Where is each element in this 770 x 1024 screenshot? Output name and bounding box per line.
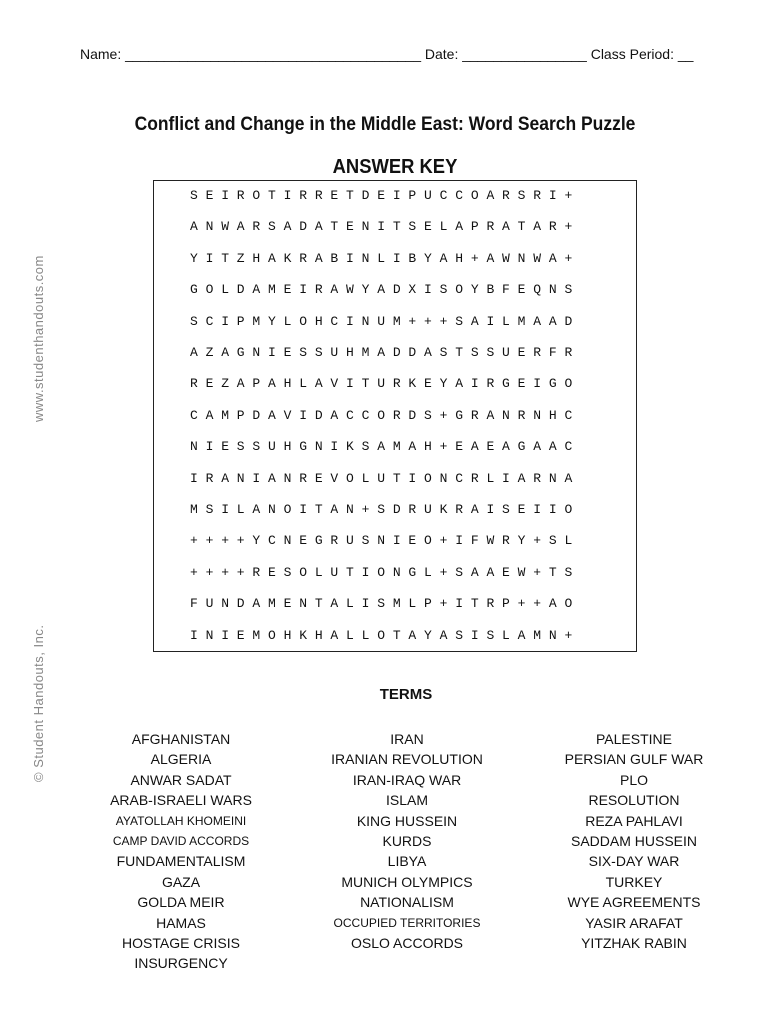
term: PERSIAN GULF WAR	[564, 751, 704, 768]
term: GAZA	[161, 873, 201, 890]
answer-key-heading: ANSWER KEY	[332, 156, 458, 178]
term: AFGHANISTAN	[131, 731, 231, 747]
term: HAMAS	[156, 914, 206, 931]
terms-column-1	[100, 729, 262, 974]
term: SIX-DAY WAR	[588, 853, 680, 870]
copyright-notice: © Student Handouts, Inc.	[31, 624, 46, 782]
website-url: www.studenthandouts.com	[31, 255, 46, 422]
term: YASIR ARAFAT	[585, 914, 683, 931]
term: LIBYA	[387, 853, 427, 870]
term: IRAN-IRAQ WAR	[352, 771, 462, 788]
term: REZA PAHLAVI	[585, 812, 683, 829]
terms-column-3	[550, 729, 718, 953]
grid-row-7: R E Z A P A H L A V I T U R K E Y A I R G E I G O	[190, 376, 573, 392]
grid-row-1: S E I R O T I R R E T D E I P U C C O A R S R I +	[190, 188, 573, 203]
grid-row-13: + + + + R E S O L U T I O N G L + S A A E W + T S	[190, 564, 573, 580]
term: PALESTINE	[596, 731, 672, 747]
term: OCCUPIED TERRITORIES	[333, 915, 481, 930]
grid-row-12: + + + + Y C N E G R U S N I E O + I F W R Y + S L	[190, 533, 573, 549]
term: ALGERIA	[150, 751, 212, 768]
grid-row-9: N I E S S U H G N I K S A M A H + E A E A G A A C	[190, 439, 573, 455]
grid-row-8: C A M P D A V I D A C C O R D S + G R A N R N H C	[190, 407, 573, 423]
grid-row-10: I R A N I A N R E V O L U T I O N C R L I A R N A	[190, 470, 573, 486]
term: ARAB-ISRAELI WARS	[110, 792, 252, 809]
term: PLO	[619, 771, 648, 788]
terms-heading: TERMS	[379, 686, 433, 703]
term: ISLAM	[385, 792, 428, 809]
name-date-period-line: Name: ______________________________________ Date: ________________ Class Period: __	[80, 46, 694, 62]
term: CAMP DAVID ACCORDS	[112, 833, 250, 848]
term: GOLDA MEIR	[137, 894, 225, 911]
term: KURDS	[382, 832, 432, 849]
page-title: Conflict and Change in the Middle East: Word Search Puzzle	[134, 114, 636, 135]
term: TURKEY	[605, 873, 663, 890]
grid-row-5: S C I P M Y L O H C I N U M + + + S A I L M A A D	[190, 313, 573, 329]
term: ANWAR SADAT	[130, 771, 232, 788]
grid-row-3: Y I T Z H A K R A B I N L I B Y A H + A W N W A +	[190, 250, 573, 266]
term: NATIONALISM	[360, 894, 454, 911]
grid-row-4: G O L D A M E I R A W Y A D X I S O Y B F E Q N S	[190, 282, 573, 298]
grid-row-6: A Z A G N I E S S U H M A D D A S T S S U E R F R	[190, 345, 573, 360]
term: OSLO ACCORDS	[350, 934, 464, 951]
term: AYATOLLAH KHOMEINI	[115, 813, 247, 828]
grid-row-2: A N W A R S A D A T E N I T S E L A P R A T A R +	[190, 219, 573, 235]
term: KING HUSSEIN	[356, 812, 458, 829]
term: SADDAM HUSSEIN	[570, 832, 698, 849]
grid-row-15: I N I E M O H K H A L L O T A Y A S I S L A M N +	[190, 627, 573, 643]
terms-column-2	[326, 729, 488, 953]
term: IRANIAN REVOLUTION	[331, 751, 483, 768]
term: WYE AGREEMENTS	[567, 894, 701, 911]
grid-row-14: F U N D A M E N T A L I S M L P + I T R P + + A O	[190, 596, 573, 612]
word-search-grid	[153, 180, 637, 652]
term: FUNDAMENTALISM	[116, 853, 246, 870]
term: RESOLUTION	[588, 792, 680, 809]
term: IRAN	[390, 731, 424, 747]
term: HOSTAGE CRISIS	[122, 934, 240, 951]
term: MUNICH OLYMPICS	[341, 873, 473, 890]
term: YITZHAK RABIN	[581, 934, 687, 951]
term: INSURGENCY	[134, 955, 228, 972]
grid-row-11: M S I L A N O I T A N + S D R U K R A I S E I I O	[190, 502, 573, 517]
